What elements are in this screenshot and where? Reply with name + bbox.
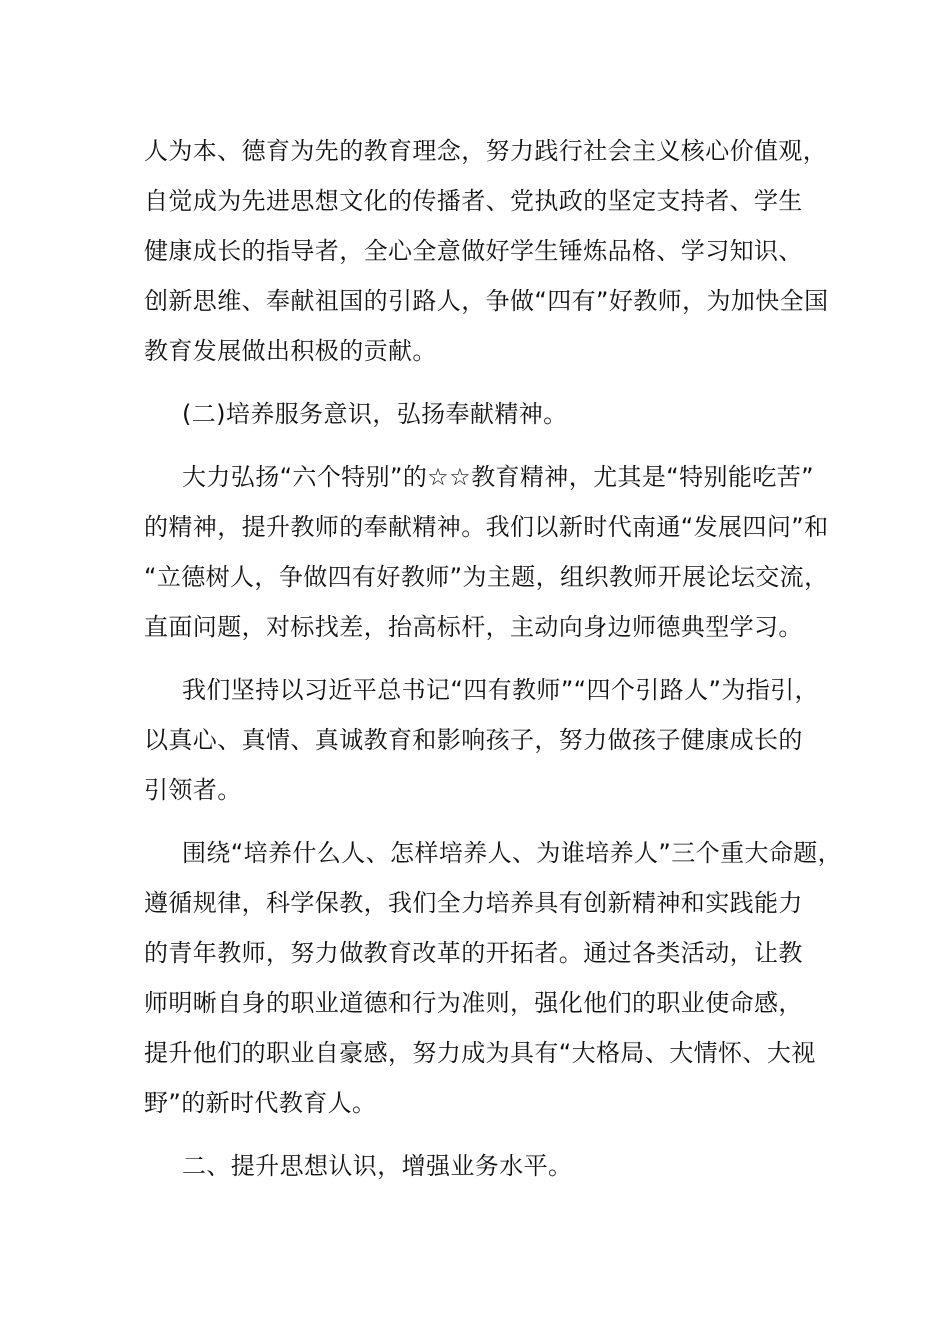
section-heading-2 [144,389,820,439]
paragraph-line: 提升他们的职业自豪感，努力成为具有“大格局、大情怀、大视 [144,1039,816,1067]
paragraph-line: 以真心、真情、真诚教育和影响孩子，努力做孩子健康成长的 [144,726,803,754]
paragraph-line: 直面问题，对标找差，抬高标杆，主动向身边师德典型学习。 [144,613,803,641]
paragraph-line: 师明晰自身的职业道德和行为准则，强化他们的职业使命感， [144,989,803,1017]
paragraph-line: 教育发展做出积极的贡献。 [144,337,437,365]
paragraph-line: 健康成长的指导者，全心全意做好学生锤炼品格、学习知识、 [144,237,803,265]
paragraph-gap [144,376,820,389]
paragraph-line: 创新思维、奉献祖国的引路人，争做“四有”好教师，为加快全国 [144,287,829,315]
paragraph-4 [144,828,843,1128]
paragraph-line: 引领者。 [144,776,242,804]
paragraph-line: 围绕“培养什么人、怎样培养人、为谁培养人”三个重大命题， [182,839,843,867]
document-body [144,126,843,1191]
section-heading: (二)培养服务意识，弘扬奉献精神。 [182,400,568,428]
paragraph-line: 的精神，提升教师的奉献精神。我们以新时代南通“发展四问”和 [144,513,829,541]
paragraph-line: 人为本、德育为先的教育理念，努力践行社会主义核心价值观， [144,137,828,165]
paragraph-1 [144,126,829,376]
section-heading: 二、提升思想认识，增强业务水平。 [182,1152,573,1180]
paragraph-line: 我们坚持以习近平总书记“四有教师”“四个引路人”为指引， [182,676,819,704]
paragraph-line: 遵循规律，科学保教，我们全力培养具有创新精神和实践能力 [144,889,803,917]
paragraph-3 [144,665,820,815]
paragraph-line: “立德树人，争做四有好教师”为主题，组织教师开展论坛交流， [144,563,829,591]
paragraph-gap [144,652,820,665]
paragraph-gap [144,815,820,828]
paragraph-gap [144,439,820,452]
paragraph-line: 自觉成为先进思想文化的传播者、党执政的坚定支持者、学生 [144,187,803,215]
paragraph-line: 的青年教师，努力做教育改革的开拓者。通过各类活动，让教 [144,939,803,967]
section-heading-3 [144,1141,820,1191]
paragraph-2 [144,452,829,652]
paragraph-line: 大力弘扬“六个特别”的☆☆教育精神，尤其是“特别能吃苦” [182,463,814,491]
paragraph-line: 野”的新时代教育人。 [144,1089,377,1117]
paragraph-gap [144,1128,820,1141]
